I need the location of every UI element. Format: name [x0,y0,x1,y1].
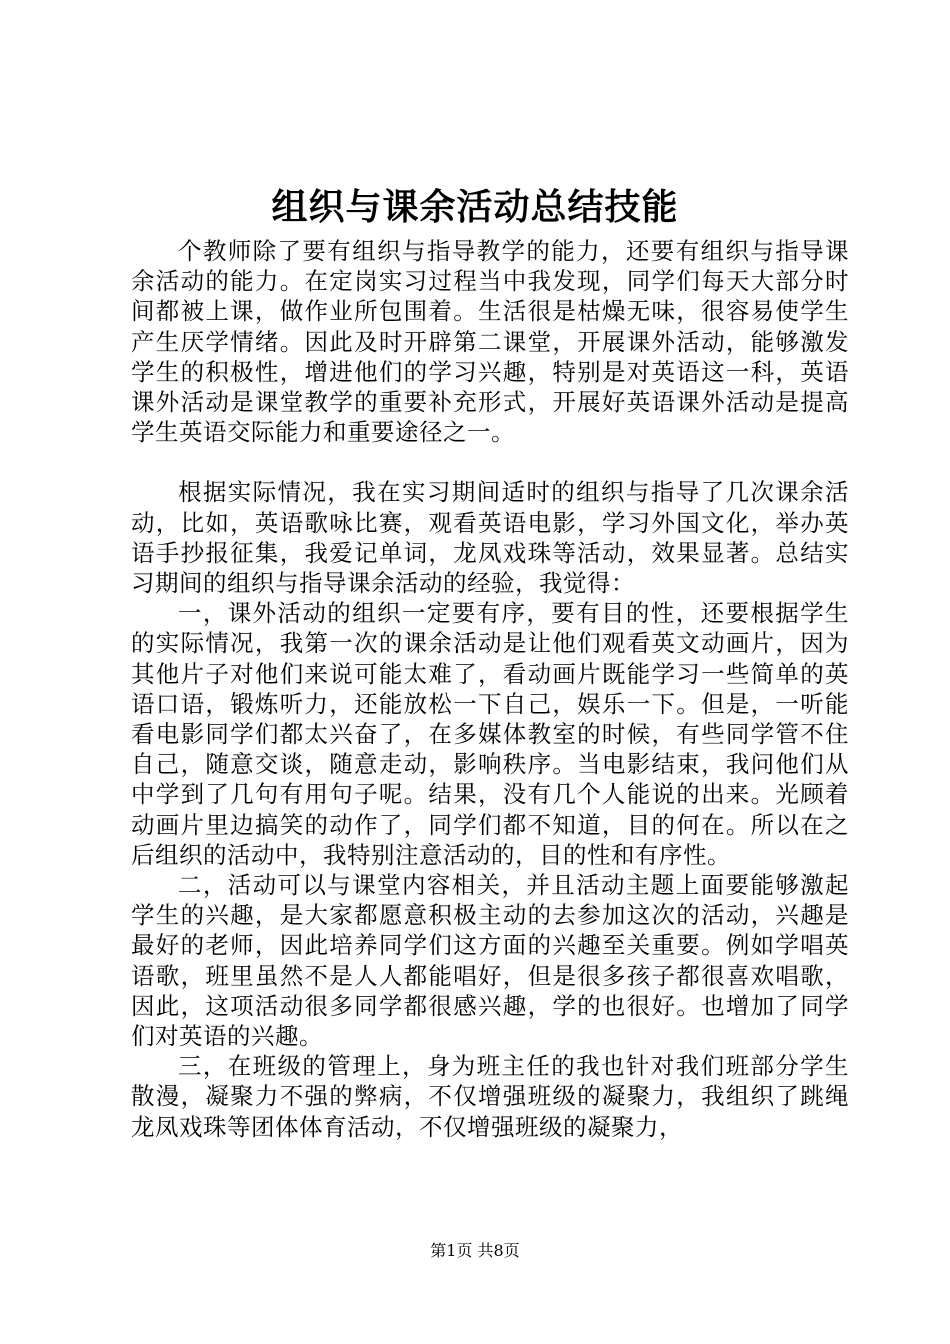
page-title: 组织与课余活动总结技能 [271,186,679,228]
paragraph: 根据实际情况，我在实习期间适时的组织与指导了几次课余活动，比如，英语歌咏比赛，观看英语电影，学习外国文化，举办英语手抄报征集，我爱记单词，龙凤戏珠等活动，效果显著。总结实习期间的组织与指导课余活动的经验，我觉得： [131,478,849,598]
paragraph: 三，在班级的管理上，身为班主任的我也针对我们班部分学生散漫，凝聚力不强的弊病，不仅增强班级的凝聚力，我组织了跳绳龙凤戏珠等团体体育活动，不仅增强班级的凝聚力， [131,1052,849,1141]
paragraph: 一，课外活动的组织一定要有序，要有目的性，还要根据学生的实际情况，我第一次的课余活动是让他们观看英文动画片，因为其他片子对他们来说可能太难了，看动画片既能学习一些简单的英语口语，锻炼听力，还能放松一下自己，娱乐一下。但是，一听能看电影同学们都太兴奋了，在多媒体教室的时候，有些同学管不住自己，随意交谈，随意走动，影响秩序。当电影结束，我问他们从中学到了几句有用句子呢。结果，没有几个人能说的出来。光顾着动画片里边搞笑的动作了，同学们都不知道，目的何在。所以在之后组织的活动中，我特别注意活动的，目的性和有序性。 [131,599,849,869]
page-footer: 第1页 共8页 [430,1241,520,1260]
paragraph: 个教师除了要有组织与指导教学的能力，还要有组织与指导课余活动的能力。在定岗实习过程当中我发现，同学们每天大部分时间都被上课，做作业所包围着。生活很是枯燥无味，很容易使学生产生厌学情绪。因此及时开辟第二课堂，开展课外活动，能够激发学生的积极性，增进他们的学习兴趣，特别是对英语这一科，英语课外活动是课堂教学的重要补充形式，开展好英语课外活动是提高学生英语交际能力和重要途径之一。 [131,237,849,447]
paragraph: 二，活动可以与课堂内容相关，并且活动主题上面要能够激起学生的兴趣，是大家都愿意积极主动的去参加这次的活动，兴趣是最好的老师，因此培养同学们这方面的兴趣至关重要。例如学唱英语歌，班里虽然不是人人都能唱好，但是很多孩子都很喜欢唱歌，因此，这项活动很多同学都很感兴趣，学的也很好。也增加了同学们对英语的兴趣。 [131,871,849,1051]
document-body [131,236,849,1142]
